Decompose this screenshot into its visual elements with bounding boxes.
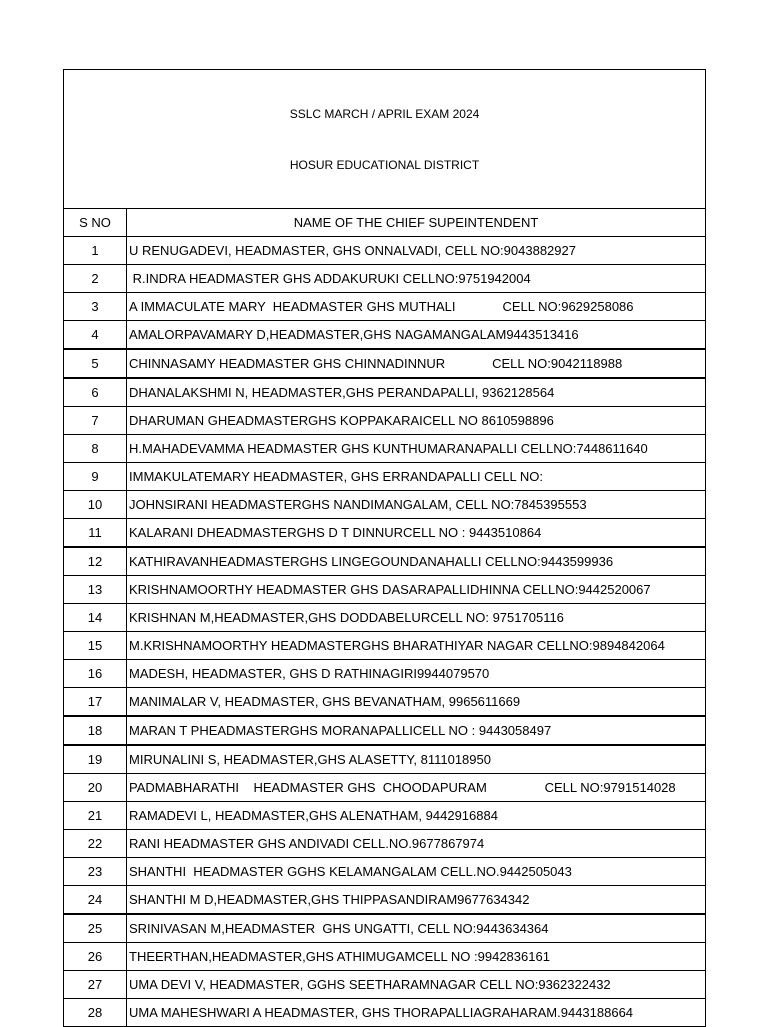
row-name: U RENUGADEVI, HEADMASTER, GHS ONNALVADI, CELL NO:9043882927 xyxy=(127,237,706,265)
row-name: R.INDRA HEADMASTER GHS ADDAKURUKI CELLNO:9751942004 xyxy=(127,265,706,293)
row-sno: 7 xyxy=(64,407,127,435)
row-sno: 4 xyxy=(64,321,127,350)
row-name: IMMAKULATEMARY HEADMASTER, GHS ERRANDAPALLI CELL NO: xyxy=(127,463,706,491)
row-sno: 12 xyxy=(64,547,127,576)
table-row xyxy=(64,632,706,660)
row-name: KALARANI DHEADMASTERGHS D T DINNURCELL NO : 9443510864 xyxy=(127,519,706,548)
row-sno: 1 xyxy=(64,237,127,265)
row-name: SHANTHI M D,HEADMASTER,GHS THIPPASANDIRAM9677634342 xyxy=(127,886,706,915)
header-sno: S NO xyxy=(64,209,127,237)
table-row xyxy=(64,576,706,604)
table-row xyxy=(64,943,706,971)
row-name: MARAN T PHEADMASTERGHS MORANAPALLICELL NO : 9443058497 xyxy=(127,716,706,745)
table-row xyxy=(64,858,706,886)
row-sno: 13 xyxy=(64,576,127,604)
table-row xyxy=(64,407,706,435)
table-row xyxy=(64,745,706,774)
row-name: JOHNSIRANI HEADMASTERGHS NANDIMANGALAM, CELL NO:7845395553 xyxy=(127,491,706,519)
row-sno: 18 xyxy=(64,716,127,745)
header-name: NAME OF THE CHIEF SUPEINTENDENT xyxy=(127,209,706,237)
row-name: CHINNASAMY HEADMASTER GHS CHINNADINNUR CELL NO:9042118988 xyxy=(127,349,706,378)
table-row xyxy=(64,886,706,915)
row-sno: 8 xyxy=(64,435,127,463)
row-sno: 28 xyxy=(64,999,127,1027)
row-name: DHARUMAN GHEADMASTERGHS KOPPAKARAICELL NO 8610598896 xyxy=(127,407,706,435)
table-row xyxy=(64,774,706,802)
table-row xyxy=(64,378,706,407)
district-title: HOSUR EDUCATIONAL DISTRICT xyxy=(289,158,480,172)
row-name: RANI HEADMASTER GHS ANDIVADI CELL.NO.9677867974 xyxy=(127,830,706,858)
table-row xyxy=(64,716,706,745)
row-sno: 6 xyxy=(64,378,127,407)
table-row xyxy=(64,688,706,717)
row-sno: 27 xyxy=(64,971,127,999)
row-sno: 19 xyxy=(64,745,127,774)
row-name: MANIMALAR V, HEADMASTER, GHS BEVANATHAM, 9965611669 xyxy=(127,688,706,717)
table-row xyxy=(64,491,706,519)
row-name: RAMADEVI L, HEADMASTER,GHS ALENATHAM, 9442916884 xyxy=(127,802,706,830)
row-sno: 5 xyxy=(64,349,127,378)
table-body xyxy=(64,70,706,1027)
row-name: DHANALAKSHMI N, HEADMASTER,GHS PERANDAPALLI, 9362128564 xyxy=(127,378,706,407)
row-sno: 26 xyxy=(64,943,127,971)
table-row xyxy=(64,604,706,632)
row-name: M.KRISHNAMOORTHY HEADMASTERGHS BHARATHIYAR NAGAR CELLNO:9894842064 xyxy=(127,632,706,660)
table-row xyxy=(64,547,706,576)
row-name: SRINIVASAN M,HEADMASTER GHS UNGATTI, CELL NO:9443634364 xyxy=(127,914,706,943)
row-name: A IMMACULATE MARY HEADMASTER GHS MUTHALI CELL NO:9629258086 xyxy=(127,293,706,321)
row-sno: 15 xyxy=(64,632,127,660)
row-sno: 20 xyxy=(64,774,127,802)
row-name: KRISHNAN M,HEADMASTER,GHS DODDABELURCELL NO: 9751705116 xyxy=(127,604,706,632)
row-name: UMA DEVI V, HEADMASTER, GGHS SEETHARAMNAGAR CELL NO:9362322432 xyxy=(127,971,706,999)
table-row xyxy=(64,265,706,293)
row-name: MADESH, HEADMASTER, GHS D RATHINAGIRI9944079570 xyxy=(127,660,706,688)
table-row xyxy=(64,463,706,491)
table-row xyxy=(64,660,706,688)
exam-title: SSLC MARCH / APRIL EXAM 2024 xyxy=(289,107,480,121)
table-row xyxy=(64,321,706,350)
chief-superintendent-table xyxy=(63,69,706,1027)
row-sno: 3 xyxy=(64,293,127,321)
row-sno: 2 xyxy=(64,265,127,293)
row-sno: 21 xyxy=(64,802,127,830)
table-row xyxy=(64,519,706,548)
table-row xyxy=(64,237,706,265)
table-row xyxy=(64,914,706,943)
row-name: KATHIRAVANHEADMASTERGHS LINGEGOUNDANAHALLI CELLNO:9443599936 xyxy=(127,547,706,576)
row-name: PADMABHARATHI HEADMASTER GHS CHOODAPURAM CELL NO:9791514028 xyxy=(127,774,706,802)
row-sno: 9 xyxy=(64,463,127,491)
row-sno: 24 xyxy=(64,886,127,915)
row-sno: 25 xyxy=(64,914,127,943)
table-row xyxy=(64,971,706,999)
table-row xyxy=(64,435,706,463)
row-name: MIRUNALINI S, HEADMASTER,GHS ALASETTY, 8111018950 xyxy=(127,745,706,774)
table-row xyxy=(64,293,706,321)
row-name: H.MAHADEVAMMA HEADMASTER GHS KUNTHUMARANAPALLI CELLNO:7448611640 xyxy=(127,435,706,463)
row-name: UMA MAHESHWARI A HEADMASTER, GHS THORAPALLIAGRAHARAM.9443188664 xyxy=(127,999,706,1027)
title-cell xyxy=(64,70,706,209)
row-sno: 11 xyxy=(64,519,127,548)
table-row xyxy=(64,802,706,830)
row-sno: 23 xyxy=(64,858,127,886)
row-sno: 17 xyxy=(64,688,127,717)
row-sno: 14 xyxy=(64,604,127,632)
table-row xyxy=(64,830,706,858)
row-name: THEERTHAN,HEADMASTER,GHS ATHIMUGAMCELL NO :9942836161 xyxy=(127,943,706,971)
row-name: AMALORPAVAMARY D,HEADMASTER,GHS NAGAMANGALAM9443513416 xyxy=(127,321,706,350)
row-sno: 16 xyxy=(64,660,127,688)
header-row xyxy=(64,209,706,237)
table-row xyxy=(64,999,706,1027)
row-sno: 10 xyxy=(64,491,127,519)
row-name: SHANTHI HEADMASTER GGHS KELAMANGALAM CELL.NO.9442505043 xyxy=(127,858,706,886)
row-name: KRISHNAMOORTHY HEADMASTER GHS DASARAPALLIDHINNA CELLNO:9442520067 xyxy=(127,576,706,604)
table-row xyxy=(64,349,706,378)
title-row xyxy=(64,70,706,209)
row-sno: 22 xyxy=(64,830,127,858)
